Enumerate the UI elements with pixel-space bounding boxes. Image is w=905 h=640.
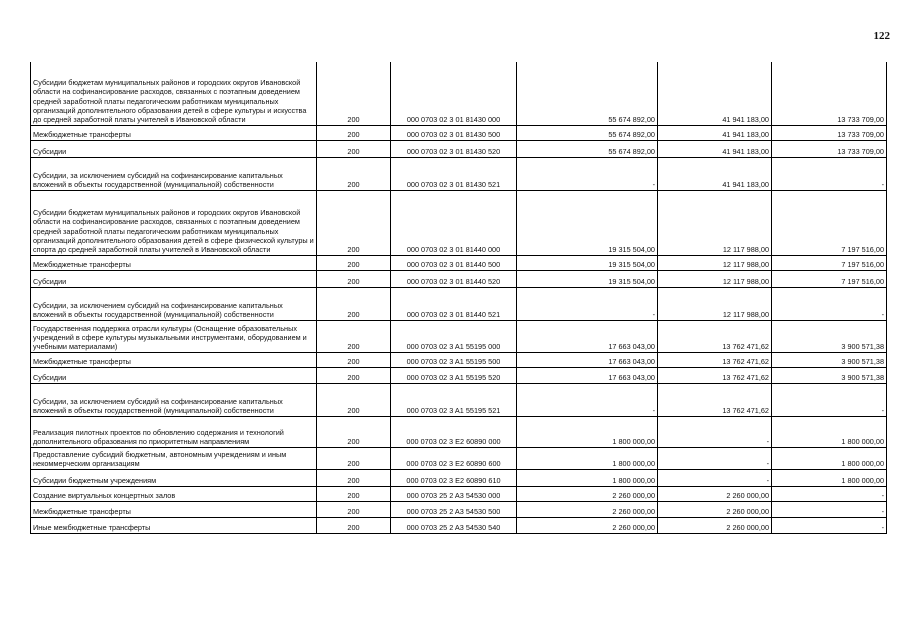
row-code: 200 bbox=[317, 287, 391, 320]
row-code: 200 bbox=[317, 140, 391, 157]
row-code: 200 bbox=[317, 62, 391, 125]
row-code: 200 bbox=[317, 255, 391, 270]
row-approved-amount: 1 800 000,00 bbox=[517, 469, 658, 486]
table-row bbox=[31, 255, 887, 270]
table-row bbox=[31, 383, 887, 416]
row-unexecuted-amount: - bbox=[772, 157, 887, 190]
row-executed-amount: 12 117 988,00 bbox=[658, 287, 772, 320]
table-row bbox=[31, 367, 887, 383]
row-classification-code: 000 0703 02 3 01 81440 520 bbox=[391, 270, 517, 287]
row-code: 200 bbox=[317, 352, 391, 367]
row-code: 200 bbox=[317, 190, 391, 255]
row-approved-amount: - bbox=[517, 287, 658, 320]
row-name: Субсидии бюджетам муниципальных районов и городских округов Ивановской области на софинансирование расходов, связанных с поэтапным доведением средней заработной платы педагогическим работникам муниципальных организаций дополнительного образования детей в сфере культуры и искусства до средней заработной платы учителей в Ивановской области bbox=[31, 62, 317, 125]
table-row bbox=[31, 190, 887, 255]
table-row bbox=[31, 486, 887, 501]
row-name: Субсидии бюджетным учреждениям bbox=[31, 469, 317, 486]
row-unexecuted-amount: 1 800 000,00 bbox=[772, 447, 887, 469]
row-approved-amount: 2 260 000,00 bbox=[517, 517, 658, 533]
row-approved-amount: 17 663 043,00 bbox=[517, 367, 658, 383]
row-approved-amount: 1 800 000,00 bbox=[517, 416, 658, 447]
row-unexecuted-amount: 7 197 516,00 bbox=[772, 270, 887, 287]
row-executed-amount: 13 762 471,62 bbox=[658, 352, 772, 367]
table-row bbox=[31, 125, 887, 140]
row-executed-amount: 13 762 471,62 bbox=[658, 383, 772, 416]
row-classification-code: 000 0703 02 3 01 81430 000 bbox=[391, 62, 517, 125]
row-classification-code: 000 0703 25 2 A3 54530 000 bbox=[391, 486, 517, 501]
row-name: Межбюджетные трансферты bbox=[31, 255, 317, 270]
row-classification-code: 000 0703 02 3 A1 55195 000 bbox=[391, 320, 517, 352]
table-row bbox=[31, 287, 887, 320]
row-code: 200 bbox=[317, 383, 391, 416]
row-name: Субсидии бюджетам муниципальных районов и городских округов Ивановской области на софинансирование расходов, связанных с поэтапным доведением средней заработной платы педагогическим работникам муниципальных организаций дополнительного образования детей в сфере физической культуры и спорта до средней заработной платы учителей в Ивановской области bbox=[31, 190, 317, 255]
row-name: Субсидии bbox=[31, 367, 317, 383]
row-executed-amount: 41 941 183,00 bbox=[658, 140, 772, 157]
row-executed-amount: - bbox=[658, 447, 772, 469]
row-name: Реализация пилотных проектов по обновлению содержания и технологий дополнительного образования по приоритетным направлениям bbox=[31, 416, 317, 447]
row-classification-code: 000 0703 02 3 01 81430 500 bbox=[391, 125, 517, 140]
row-approved-amount: 55 674 892,00 bbox=[517, 140, 658, 157]
row-unexecuted-amount: 1 800 000,00 bbox=[772, 469, 887, 486]
row-name: Субсидии bbox=[31, 270, 317, 287]
row-approved-amount: 19 315 504,00 bbox=[517, 190, 658, 255]
row-classification-code: 000 0703 02 3 A1 55195 500 bbox=[391, 352, 517, 367]
row-code: 200 bbox=[317, 486, 391, 501]
row-code: 200 bbox=[317, 320, 391, 352]
row-unexecuted-amount: 7 197 516,00 bbox=[772, 190, 887, 255]
row-classification-code: 000 0703 25 2 A3 54530 540 bbox=[391, 517, 517, 533]
row-executed-amount: - bbox=[658, 416, 772, 447]
row-unexecuted-amount: 3 900 571,38 bbox=[772, 320, 887, 352]
row-name: Субсидии, за исключением субсидий на софинансирование капитальных вложений в объекты государственной (муниципальной) собственности bbox=[31, 157, 317, 190]
row-classification-code: 000 0703 02 3 01 81430 520 bbox=[391, 140, 517, 157]
row-classification-code: 000 0703 02 3 A1 55195 521 bbox=[391, 383, 517, 416]
row-approved-amount: 2 260 000,00 bbox=[517, 501, 658, 517]
row-code: 200 bbox=[317, 270, 391, 287]
row-code: 200 bbox=[317, 367, 391, 383]
row-executed-amount: - bbox=[658, 469, 772, 486]
row-code: 200 bbox=[317, 125, 391, 140]
row-approved-amount: 55 674 892,00 bbox=[517, 62, 658, 125]
row-unexecuted-amount: - bbox=[772, 486, 887, 501]
row-name: Межбюджетные трансферты bbox=[31, 352, 317, 367]
row-unexecuted-amount: 7 197 516,00 bbox=[772, 255, 887, 270]
budget-execution-table bbox=[30, 62, 887, 534]
row-unexecuted-amount: 13 733 709,00 bbox=[772, 62, 887, 125]
row-code: 200 bbox=[317, 501, 391, 517]
table-row bbox=[31, 447, 887, 469]
row-name: Создание виртуальных концертных залов bbox=[31, 486, 317, 501]
table-row bbox=[31, 320, 887, 352]
table-row bbox=[31, 157, 887, 190]
row-unexecuted-amount: - bbox=[772, 287, 887, 320]
row-name: Субсидии bbox=[31, 140, 317, 157]
row-executed-amount: 13 762 471,62 bbox=[658, 320, 772, 352]
row-executed-amount: 2 260 000,00 bbox=[658, 517, 772, 533]
row-classification-code: 000 0703 25 2 A3 54530 500 bbox=[391, 501, 517, 517]
row-approved-amount: 1 800 000,00 bbox=[517, 447, 658, 469]
table-row bbox=[31, 469, 887, 486]
row-approved-amount: 19 315 504,00 bbox=[517, 255, 658, 270]
row-unexecuted-amount: 13 733 709,00 bbox=[772, 140, 887, 157]
row-executed-amount: 12 117 988,00 bbox=[658, 190, 772, 255]
row-executed-amount: 41 941 183,00 bbox=[658, 157, 772, 190]
row-unexecuted-amount: 3 900 571,38 bbox=[772, 352, 887, 367]
row-executed-amount: 12 117 988,00 bbox=[658, 255, 772, 270]
row-approved-amount: 17 663 043,00 bbox=[517, 352, 658, 367]
row-approved-amount: 2 260 000,00 bbox=[517, 486, 658, 501]
table-row bbox=[31, 517, 887, 533]
row-unexecuted-amount: - bbox=[772, 501, 887, 517]
row-executed-amount: 13 762 471,62 bbox=[658, 367, 772, 383]
row-unexecuted-amount: 13 733 709,00 bbox=[772, 125, 887, 140]
row-approved-amount: 55 674 892,00 bbox=[517, 125, 658, 140]
table-row bbox=[31, 416, 887, 447]
row-approved-amount: - bbox=[517, 157, 658, 190]
row-name: Иные межбюджетные трансферты bbox=[31, 517, 317, 533]
page-number: 122 bbox=[873, 30, 890, 42]
row-executed-amount: 2 260 000,00 bbox=[658, 486, 772, 501]
row-code: 200 bbox=[317, 469, 391, 486]
row-name: Межбюджетные трансферты bbox=[31, 501, 317, 517]
row-classification-code: 000 0703 02 3 01 81440 521 bbox=[391, 287, 517, 320]
row-name: Субсидии, за исключением субсидий на софинансирование капитальных вложений в объекты государственной (муниципальной) собственности bbox=[31, 287, 317, 320]
row-executed-amount: 2 260 000,00 bbox=[658, 501, 772, 517]
row-code: 200 bbox=[317, 517, 391, 533]
row-classification-code: 000 0703 02 3 E2 60890 610 bbox=[391, 469, 517, 486]
table-row bbox=[31, 62, 887, 125]
row-unexecuted-amount: 1 800 000,00 bbox=[772, 416, 887, 447]
row-classification-code: 000 0703 02 3 01 81440 000 bbox=[391, 190, 517, 255]
row-code: 200 bbox=[317, 416, 391, 447]
row-unexecuted-amount: - bbox=[772, 517, 887, 533]
row-approved-amount: - bbox=[517, 383, 658, 416]
row-executed-amount: 12 117 988,00 bbox=[658, 270, 772, 287]
row-approved-amount: 19 315 504,00 bbox=[517, 270, 658, 287]
table-row bbox=[31, 501, 887, 517]
row-executed-amount: 41 941 183,00 bbox=[658, 125, 772, 140]
row-classification-code: 000 0703 02 3 01 81430 521 bbox=[391, 157, 517, 190]
row-classification-code: 000 0703 02 3 E2 60890 000 bbox=[391, 416, 517, 447]
row-executed-amount: 41 941 183,00 bbox=[658, 62, 772, 125]
row-classification-code: 000 0703 02 3 01 81440 500 bbox=[391, 255, 517, 270]
row-classification-code: 000 0703 02 3 A1 55195 520 bbox=[391, 367, 517, 383]
row-name: Государственная поддержка отрасли культуры (Оснащение образовательных учреждений в сфере культуры музыкальными инструментами, оборудованием и учебными материалами) bbox=[31, 320, 317, 352]
table-row bbox=[31, 140, 887, 157]
table-row bbox=[31, 270, 887, 287]
row-unexecuted-amount: - bbox=[772, 383, 887, 416]
row-name: Межбюджетные трансферты bbox=[31, 125, 317, 140]
table-row bbox=[31, 352, 887, 367]
row-approved-amount: 17 663 043,00 bbox=[517, 320, 658, 352]
row-code: 200 bbox=[317, 447, 391, 469]
row-classification-code: 000 0703 02 3 E2 60890 600 bbox=[391, 447, 517, 469]
row-unexecuted-amount: 3 900 571,38 bbox=[772, 367, 887, 383]
row-name: Предоставление субсидий бюджетным, автономным учреждениям и иным некоммерческим организациям bbox=[31, 447, 317, 469]
row-name: Субсидии, за исключением субсидий на софинансирование капитальных вложений в объекты государственной (муниципальной) собственности bbox=[31, 383, 317, 416]
row-code: 200 bbox=[317, 157, 391, 190]
